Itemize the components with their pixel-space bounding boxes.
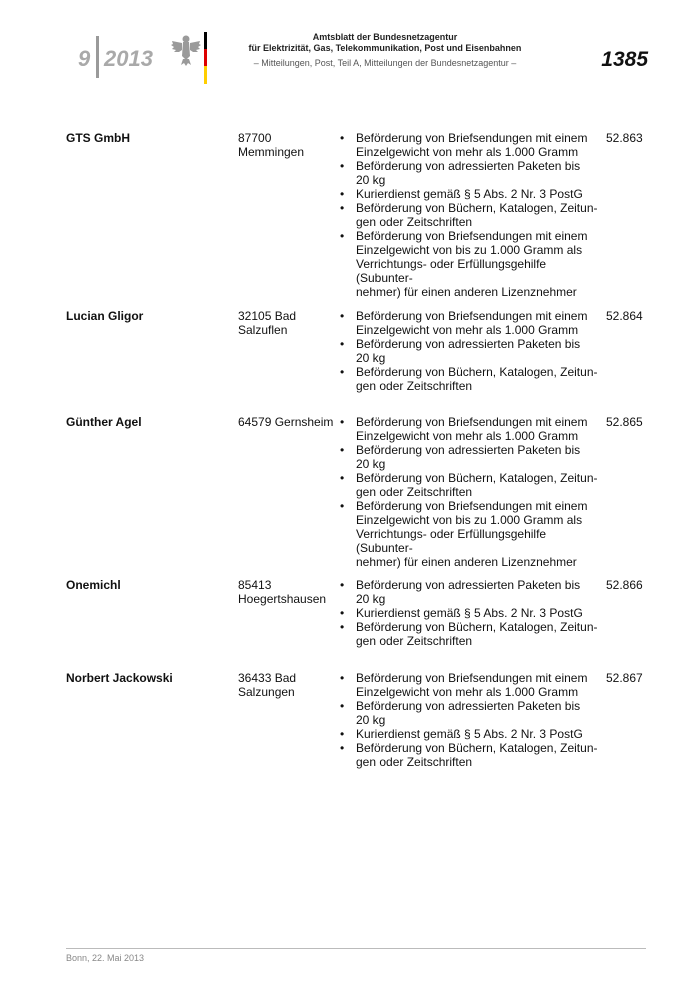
service-item: [340, 159, 602, 187]
service-line: • Beförderung von Büchern, Katalogen, Zeitun-: [356, 620, 598, 634]
service-list: [340, 578, 602, 648]
service-line: gen oder Zeitschriften: [356, 634, 473, 648]
location-line: Salzuflen: [238, 323, 288, 337]
service-item: [340, 499, 602, 569]
service-line: • Beförderung von adressierten Paketen bis: [356, 337, 581, 351]
federal-eagle-icon: [170, 32, 202, 68]
service-item: [340, 201, 602, 229]
service-line: 20 kg: [356, 713, 386, 727]
service-line: nehmer) für einen anderen Lizenznehmer: [356, 285, 577, 299]
service-line: gen oder Zeitschriften: [356, 379, 473, 393]
service-line: gen oder Zeitschriften: [356, 485, 473, 499]
service-item: [340, 606, 602, 620]
service-line: Einzelgewicht von mehr als 1.000 Gramm: [356, 145, 579, 159]
service-item: [340, 671, 602, 699]
service-line: gen oder Zeitschriften: [356, 215, 473, 229]
footer-divider: [66, 948, 646, 949]
service-line: • Beförderung von adressierten Paketen bis: [356, 443, 581, 457]
service-line: gen oder Zeitschriften: [356, 755, 473, 769]
service-line: Einzelgewicht von mehr als 1.000 Gramm: [356, 429, 579, 443]
service-item: [340, 309, 602, 337]
service-item: [340, 415, 602, 443]
licensee-name: Günther Agel: [66, 415, 142, 429]
service-line: 20 kg: [356, 592, 386, 606]
service-list: [340, 671, 602, 769]
service-line: 20 kg: [356, 457, 386, 471]
service-line: 20 kg: [356, 173, 386, 187]
service-list: [340, 309, 602, 393]
location-line: 36433 Bad: [238, 671, 297, 685]
service-item: [340, 578, 602, 606]
service-item: [340, 620, 602, 648]
gazette-title: Amtsblatt der Bundesnetzagentur: [312, 32, 458, 42]
gazette-title-line2: für Elektrizität, Gas, Telekommunikation, Post und Eisenbahnen: [248, 43, 522, 53]
service-item: [340, 443, 602, 471]
service-line: • Beförderung von Büchern, Katalogen, Zeitun-: [356, 471, 598, 485]
service-line: • Beförderung von adressierten Paketen bis: [356, 578, 581, 592]
license-number: 52.865: [606, 415, 643, 429]
footer-date: Bonn, 22. Mai 2013: [66, 953, 145, 963]
service-line: • Beförderung von Briefsendungen mit einem: [356, 229, 588, 243]
service-item: [340, 699, 602, 727]
licensee-location: [238, 578, 338, 606]
licensee-location: [238, 415, 338, 429]
service-line: • Beförderung von Briefsendungen mit einem: [356, 499, 588, 513]
service-item: [340, 337, 602, 365]
licensee-location: [238, 131, 338, 159]
licensee-name: Lucian Gligor: [66, 309, 144, 323]
service-line: Einzelgewicht von mehr als 1.000 Gramm: [356, 323, 579, 337]
service-line: Einzelgewicht von bis zu 1.000 Gramm als: [356, 513, 583, 527]
licensee-location: [238, 309, 338, 337]
issue-year: 2013: [104, 46, 153, 71]
service-line: • Beförderung von Briefsendungen mit einem: [356, 309, 588, 323]
location-line: 87700: [238, 131, 272, 145]
service-line: Einzelgewicht von mehr als 1.000 Gramm: [356, 685, 579, 699]
service-line: • Beförderung von adressierten Paketen bis: [356, 699, 581, 713]
license-number: 52.866: [606, 578, 643, 592]
service-line: • Beförderung von Büchern, Katalogen, Zeitun-: [356, 741, 598, 755]
service-line: Einzelgewicht von bis zu 1.000 Gramm als: [356, 243, 583, 257]
issue-number: 9: [78, 46, 91, 71]
service-item: [340, 365, 602, 393]
service-line: 20 kg: [356, 351, 386, 365]
service-list: [340, 131, 602, 299]
licensee-location: [238, 671, 338, 699]
flag-stripe: [204, 32, 207, 84]
license-number: 52.863: [606, 131, 643, 145]
service-item: [340, 741, 602, 769]
service-line: • Beförderung von Büchern, Katalogen, Zeitun-: [356, 201, 598, 215]
gazette-subtitle: – Mitteilungen, Post, Teil A, Mitteilungen der Bundesnetzagentur –: [253, 58, 517, 68]
service-line: nehmer) für einen anderen Lizenznehmer: [356, 555, 577, 569]
service-line: • Beförderung von Briefsendungen mit einem: [356, 131, 588, 145]
service-line: • Beförderung von Büchern, Katalogen, Zeitun-: [356, 365, 598, 379]
location-line: Hoegertshausen: [238, 592, 327, 606]
location-line: Memmingen: [238, 145, 305, 159]
licensee-name: Norbert Jackowski: [66, 671, 173, 685]
service-item: [340, 229, 602, 299]
service-line: Verrichtungs- oder Erfüllungsgehilfe (Subunter-: [356, 257, 547, 285]
licensee-name: Onemichl: [66, 578, 121, 592]
service-line: • Kurierdienst gemäß § 5 Abs. 2 Nr. 3 PostG: [356, 187, 583, 201]
service-line: • Beförderung von Briefsendungen mit einem: [356, 415, 588, 429]
license-number: 52.867: [606, 671, 643, 685]
service-list: [340, 415, 602, 569]
service-line: • Kurierdienst gemäß § 5 Abs. 2 Nr. 3 PostG: [356, 727, 583, 741]
service-item: [340, 727, 602, 741]
location-line: 32105 Bad: [238, 309, 297, 323]
license-number: 52.864: [606, 309, 643, 323]
service-line: • Beförderung von Briefsendungen mit einem: [356, 671, 588, 685]
service-line: • Beförderung von adressierten Paketen bis: [356, 159, 581, 173]
service-item: [340, 471, 602, 499]
service-line: Verrichtungs- oder Erfüllungsgehilfe (Subunter-: [356, 527, 547, 555]
service-item: [340, 131, 602, 159]
licensee-name: GTS GmbH: [66, 131, 131, 145]
location-line: 64579 Gernsheim: [238, 415, 334, 429]
page-number: 1385: [601, 48, 648, 71]
header-divider: [96, 36, 99, 78]
service-item: [340, 187, 602, 201]
service-line: • Kurierdienst gemäß § 5 Abs. 2 Nr. 3 PostG: [356, 606, 583, 620]
location-line: 85413: [238, 578, 272, 592]
location-line: Salzungen: [238, 685, 295, 699]
